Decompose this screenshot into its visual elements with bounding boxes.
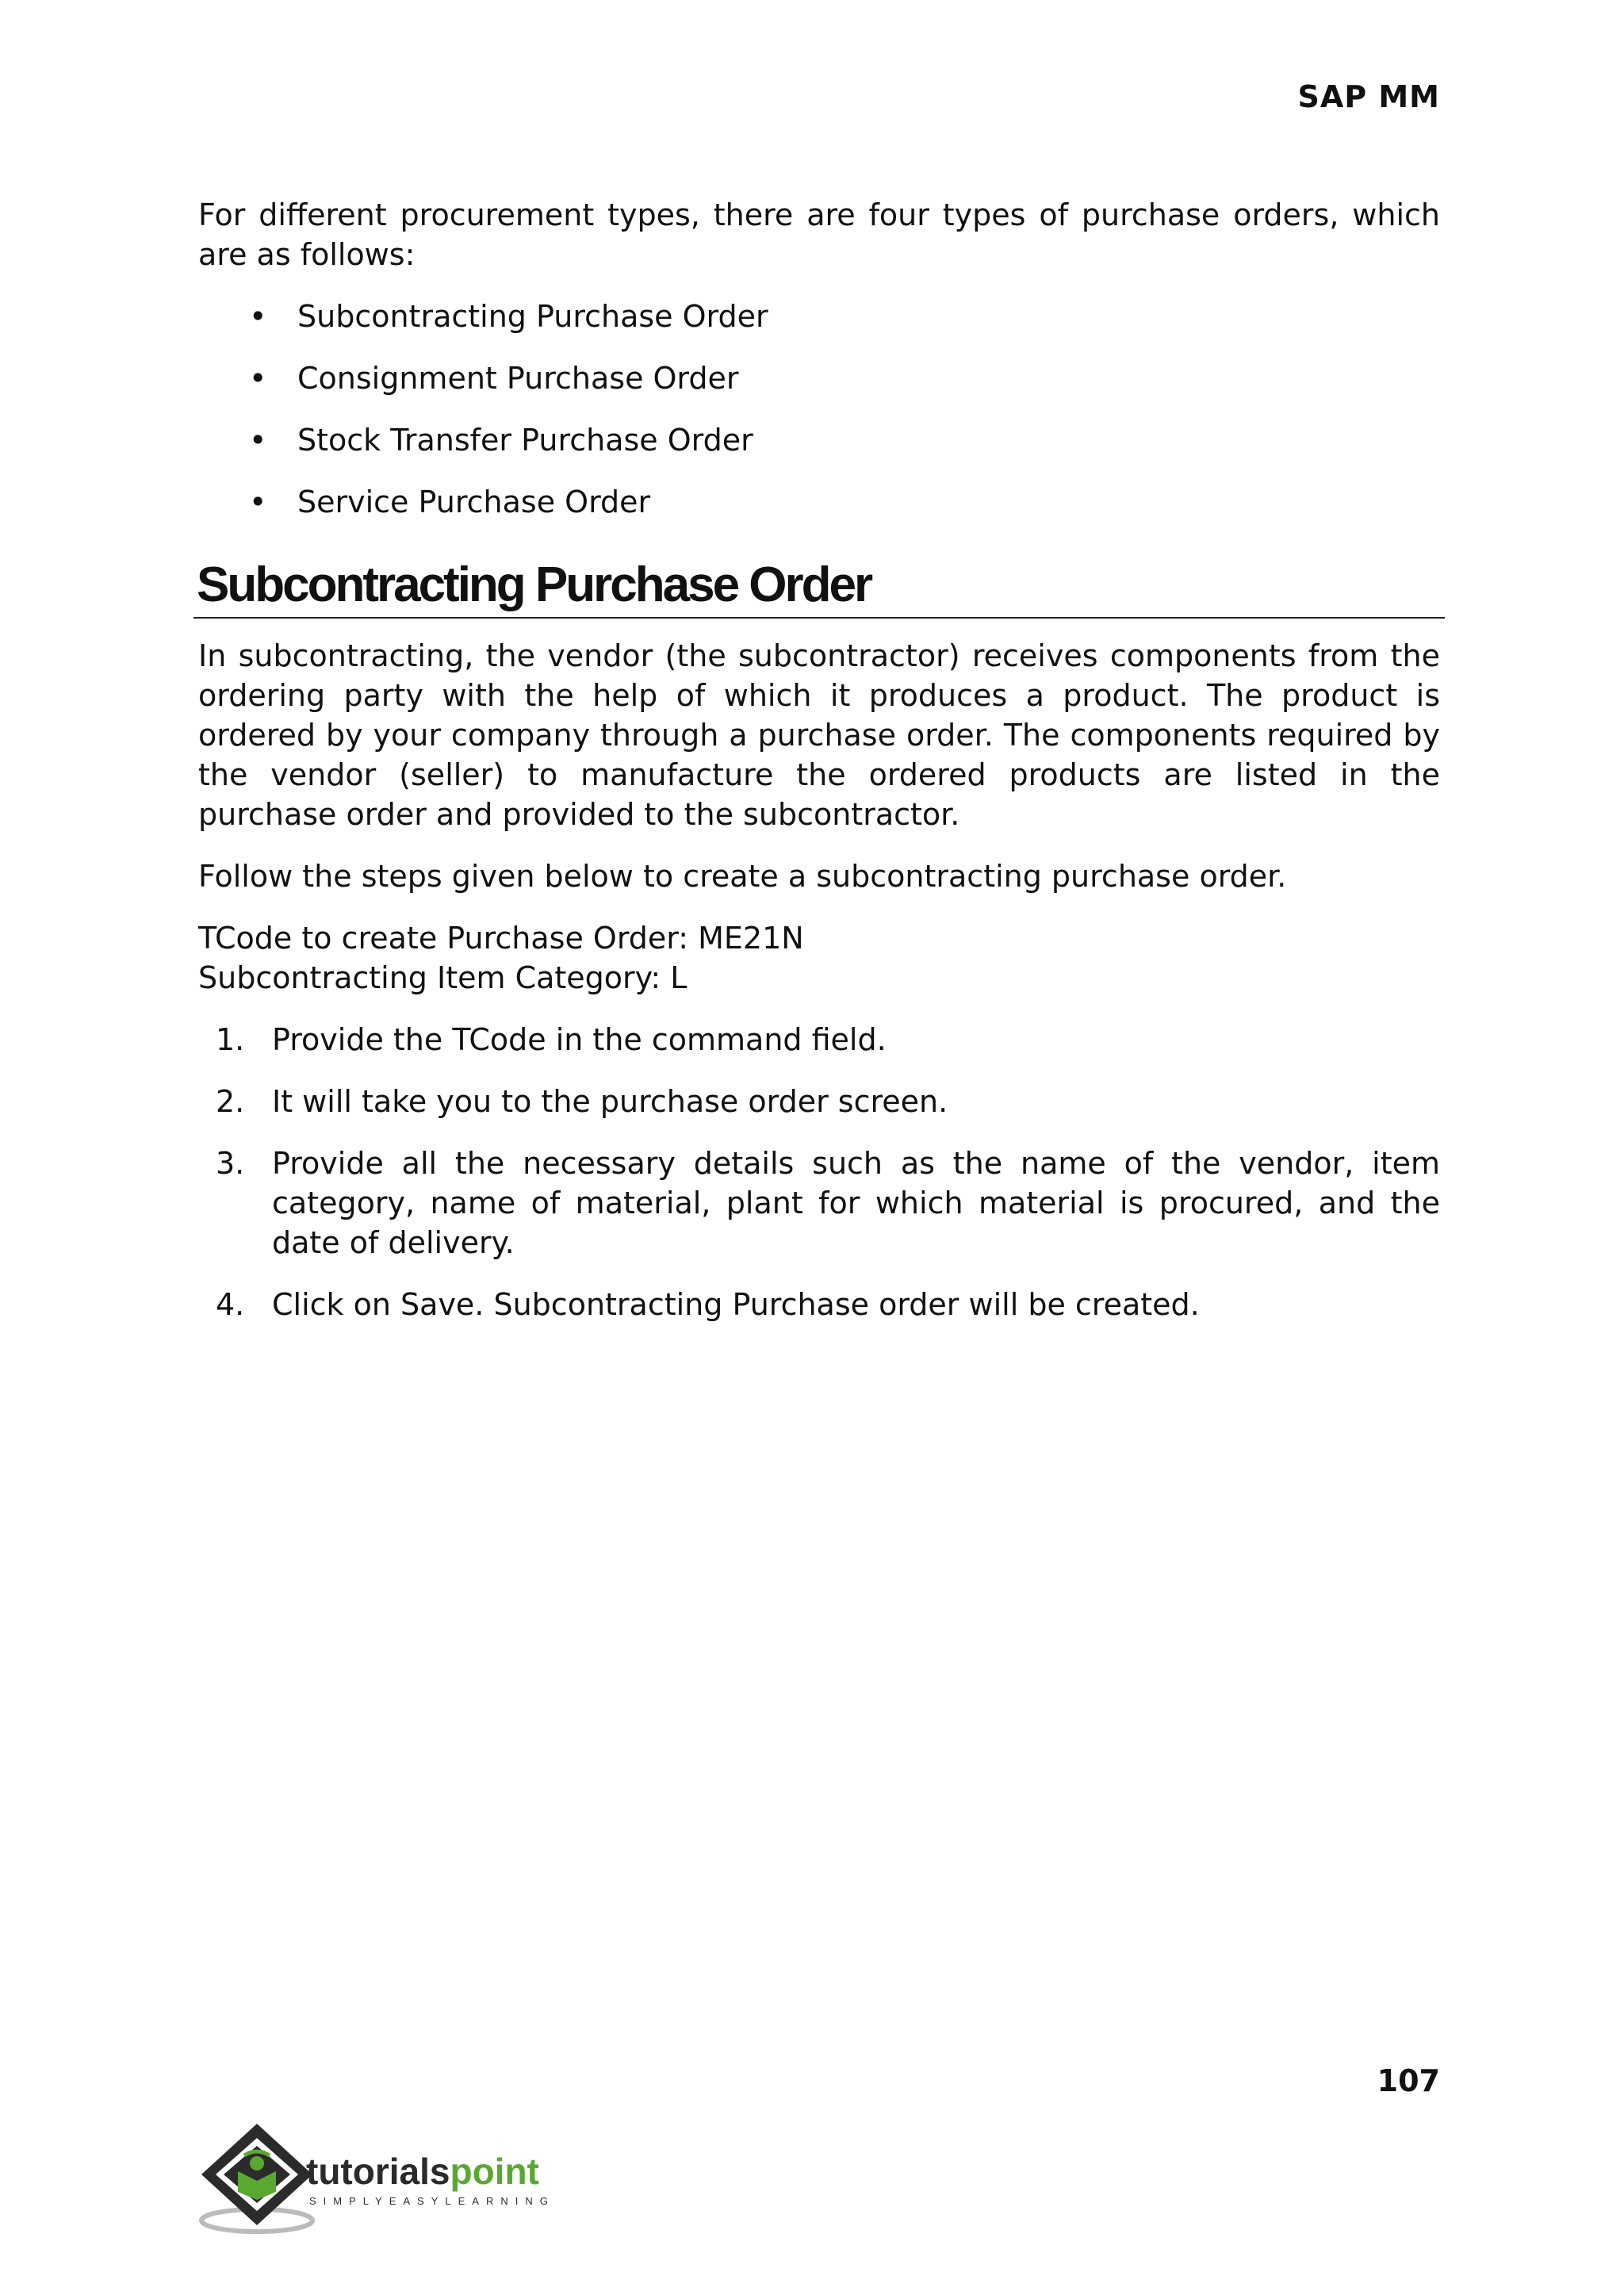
logo-tagline: SIMPLYEASYLEARNING xyxy=(309,2195,555,2207)
section-title: Subcontracting Purchase Order xyxy=(197,557,871,612)
step-number: 4. xyxy=(216,1287,245,1322)
step-number: 1. xyxy=(216,1022,245,1057)
bullet-icon: • xyxy=(249,361,267,396)
list-item-text: Service Purchase Order xyxy=(297,485,651,519)
step-item xyxy=(198,1285,1440,1324)
svg-text:tutorialspoint xyxy=(306,2151,539,2192)
steps-list xyxy=(198,1020,1440,1324)
page-content xyxy=(198,195,1440,1347)
step-item xyxy=(198,1082,1440,1121)
step-item xyxy=(198,1144,1440,1262)
step-number: 3. xyxy=(216,1146,245,1181)
running-header: SAP MM xyxy=(1297,79,1440,114)
step-text: It will take you to the purchase order screen. xyxy=(272,1084,948,1119)
tcode-line: TCode to create Purchase Order: ME21N xyxy=(198,921,804,956)
list-item xyxy=(198,482,1440,522)
bullet-icon: • xyxy=(249,485,267,519)
step-text: Provide the TCode in the command field. xyxy=(272,1022,887,1057)
step-text: Provide all the necessary details such as the name of the vendor, item category, name of material, plant for which material is procured, and the date of delivery. xyxy=(272,1146,1440,1260)
intro-paragraph: For different procurement types, there are four types of purchase orders, which are as follows: xyxy=(198,197,1440,272)
logo-text-primary: tutorials xyxy=(306,2151,450,2192)
step-number: 2. xyxy=(216,1084,245,1119)
step-item xyxy=(198,1020,1440,1059)
section-title-rule xyxy=(193,617,1445,619)
logo-text-accent: point xyxy=(450,2151,539,2192)
page-number: 107 xyxy=(1377,2063,1440,2098)
list-item xyxy=(198,420,1440,460)
tcode-block xyxy=(198,918,1440,998)
tutorialspoint-logo xyxy=(197,2119,577,2238)
list-item-text: Subcontracting Purchase Order xyxy=(297,299,768,334)
list-item-text: Stock Transfer Purchase Order xyxy=(297,423,753,458)
po-types-list xyxy=(198,297,1440,522)
follow-steps-text: Follow the steps given below to create a subcontracting purchase order. xyxy=(198,859,1287,894)
step-text: Click on Save. Subcontracting Purchase order will be created. xyxy=(272,1287,1200,1322)
item-category-line: Subcontracting Item Category: L xyxy=(198,960,688,995)
list-item xyxy=(198,297,1440,336)
list-item xyxy=(198,358,1440,398)
bullet-icon: • xyxy=(249,299,267,334)
list-item-text: Consignment Purchase Order xyxy=(297,361,739,396)
section-paragraph: In subcontracting, the vendor (the subcontractor) receives components from the ordering party with the help of which it produces a product. The product is ordered by your company through a purchase order. The components required by the vendor (seller) to manufacture the ordered products are listed in the purchase order and provided to the subcontractor. xyxy=(198,638,1440,832)
bullet-icon: • xyxy=(249,423,267,458)
